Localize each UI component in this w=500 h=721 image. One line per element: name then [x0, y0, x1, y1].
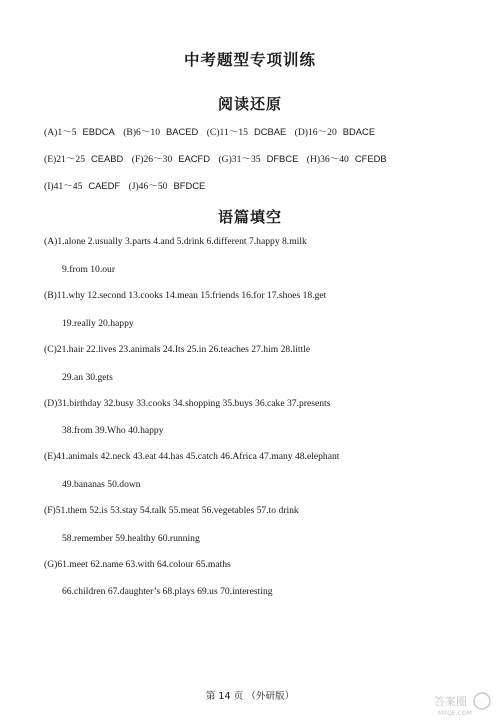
- cloze-line: (E)41.animals 42.neck 43.eat 44.has 45.catch 46.Africa 47.many 48.elephant: [44, 451, 340, 462]
- reading-label: (B)6～10: [123, 127, 161, 138]
- reading-label: (G)31～35: [218, 154, 261, 165]
- reading-answer: CEABD: [91, 153, 124, 164]
- cloze-line: 38.from 39.Who 40.happy: [62, 425, 164, 436]
- cloze-line: (G)61.meet 62.name 63.with 64.colour 65.maths: [44, 559, 231, 570]
- watermark-logo: [432, 691, 494, 717]
- reading-label: (D)16～20: [294, 127, 337, 138]
- cloze-line: (F)51.them 52.is 53.stay 54.talk 55.meat 56.vegetables 57.to drink: [44, 505, 299, 516]
- cloze-line: (A)1.alone 2.usually 3.parts 4.and 5.drink 6.different 7.happy 8.milk: [44, 236, 307, 247]
- cloze-line: 66.children 67.daughter’s 68.plays 69.us 70.interesting: [62, 586, 273, 597]
- reading-row-3: [44, 178, 211, 192]
- reading-label: (H)36～40: [306, 154, 349, 165]
- reading-answer: DFBCE: [266, 153, 299, 164]
- cloze-line: 9.from 10.our: [62, 264, 116, 275]
- watermark-url: MXQE.COM: [438, 710, 472, 717]
- reading-answer: BFDCE: [173, 180, 206, 191]
- reading-label: (J)46～50: [128, 181, 168, 192]
- page-footer: 第 14 页 （外研版）: [205, 691, 295, 702]
- reading-answer: BDACE: [342, 126, 376, 137]
- cloze-line: 58.remember 59.healthy 60.running: [62, 533, 200, 544]
- cloze-line: 19.really 20.happy: [62, 318, 134, 329]
- cloze-line: (C)21.hair 22.lives 23.animals 24.Its 25.in 26.teaches 27.him 28.little: [44, 344, 311, 355]
- reading-row-1: [44, 124, 381, 138]
- reading-answer: CFEDB: [354, 153, 387, 164]
- reading-answer: CAEDF: [88, 180, 121, 191]
- watermark-text: 答案圈: [434, 695, 467, 708]
- page-title: 中考题型专项训练: [183, 51, 316, 69]
- reading-label: (I)41～45: [44, 181, 83, 192]
- reading-label: (E)21～25: [44, 154, 86, 165]
- reading-row-2: [44, 151, 393, 165]
- reading-label: (F)26～30: [131, 154, 173, 165]
- reading-answer: DCBAE: [253, 126, 287, 137]
- cloze-line: 49.bananas 50.down: [62, 479, 141, 490]
- reading-heading: 阅读还原: [217, 95, 282, 113]
- cloze-line: (D)31.birthday 32.busy 33.cooks 34.shopping 35.buys 36.cake 37.presents: [44, 398, 331, 409]
- cloze-heading: 语篇填空: [217, 208, 282, 226]
- reading-label: (A)1～5: [44, 127, 77, 138]
- reading-answer: EBDCA: [82, 126, 115, 137]
- cloze-line: (B)11.why 12.second 13.cooks 14.mean 15.friends 16.for 17.shoes 18.get: [44, 290, 327, 301]
- cloze-line: 29.an 30.gets: [62, 372, 113, 383]
- reading-label: (C)11～15: [206, 127, 248, 138]
- reading-answer: BACED: [166, 126, 199, 137]
- reading-answer: EACFD: [178, 153, 211, 164]
